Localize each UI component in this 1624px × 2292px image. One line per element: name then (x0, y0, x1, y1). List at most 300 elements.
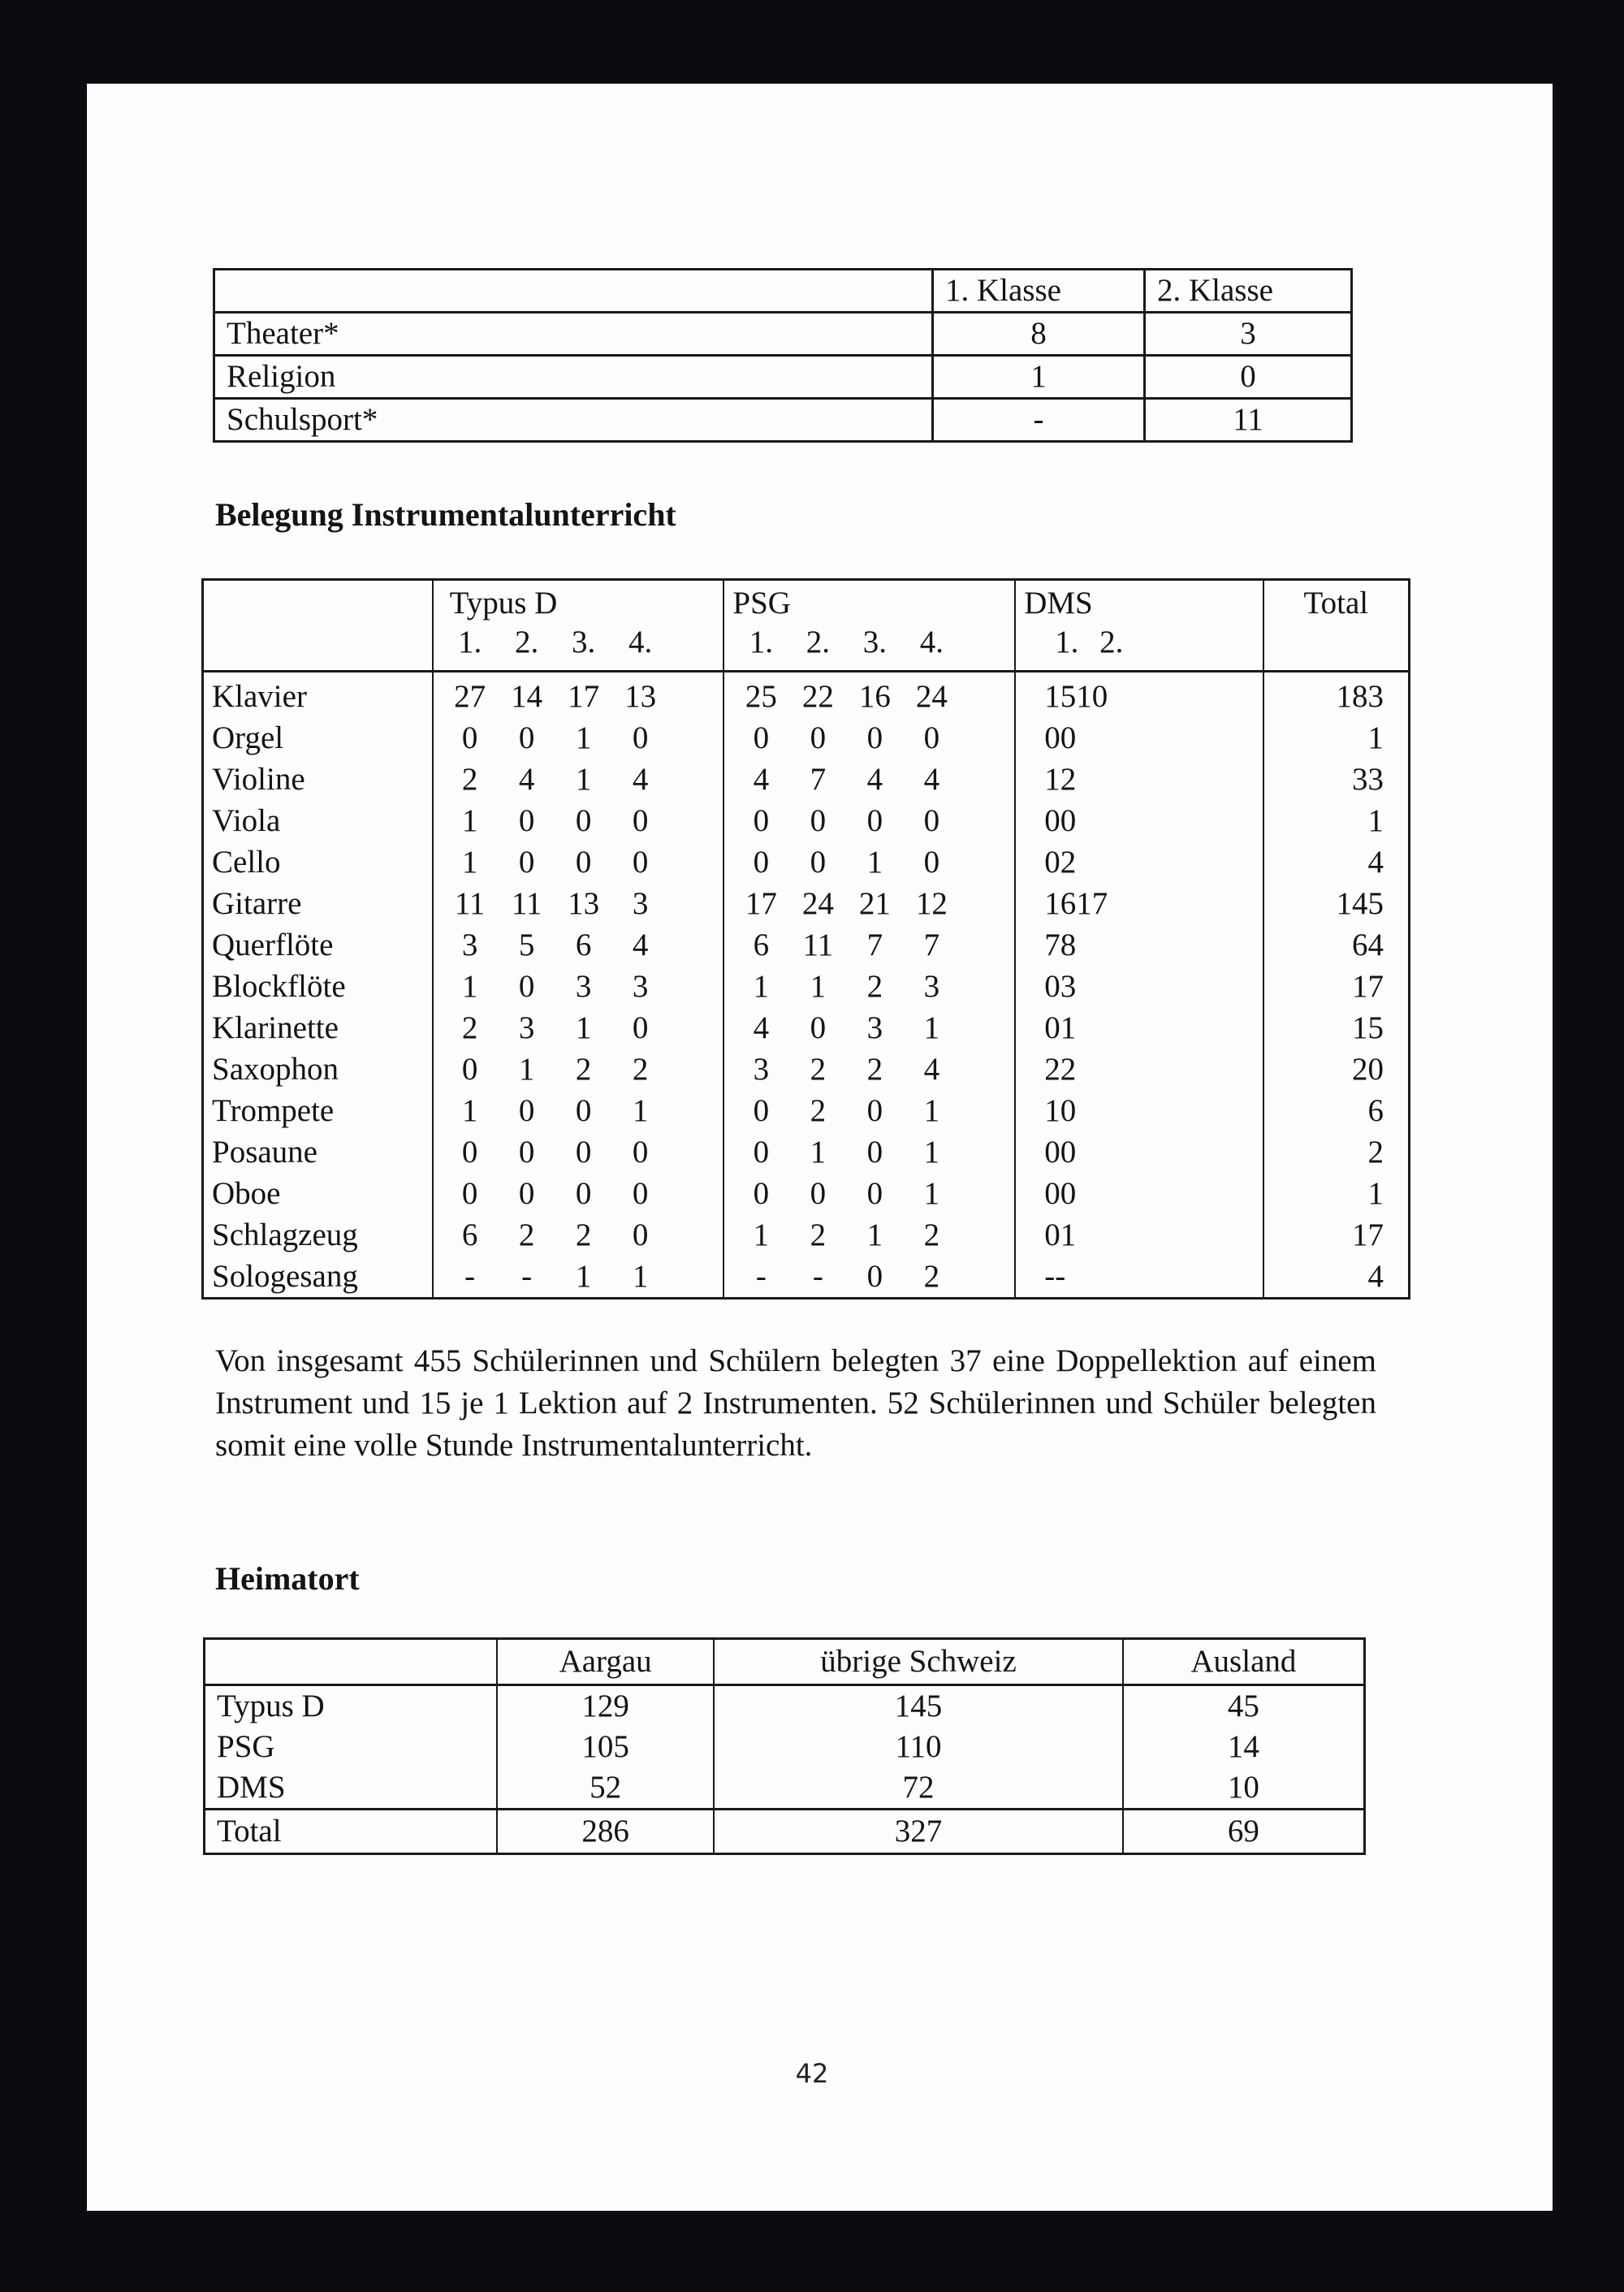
cell-value: 327 (714, 1810, 1123, 1854)
cell-value: 1 (461, 969, 478, 1004)
header-cell-empty (214, 270, 933, 313)
table-row (203, 966, 1410, 1007)
cell-value: 0 (575, 1176, 592, 1211)
table-row (203, 883, 1410, 924)
cell-value: 69 (1123, 1810, 1365, 1854)
group-cells-dms (1015, 1131, 1263, 1173)
group-cells-psg (723, 800, 1015, 841)
header-group-typus-d (433, 580, 724, 672)
instrument-label: Klarinette (203, 1007, 433, 1049)
table-row (214, 356, 1352, 399)
group-cells-typus-d (433, 759, 724, 800)
table-header-row (203, 580, 1410, 672)
cell-value: 1 (933, 356, 1145, 399)
group-cells-typus-d (433, 1173, 724, 1214)
summary-paragraph: Von insgesamt 455 Schülerinnen und Schülern belegten 37 eine Doppellektion auf einem Instrument und 15 je 1 Lektion auf 2 Instrumenten. 52 Schülerinnen und Schüler belegten somit eine volle Stunde Instrumentalunterricht. (215, 1343, 1376, 1463)
group-cells-dms (1015, 841, 1263, 883)
group-cells-typus-d (433, 1049, 724, 1090)
class-label: 2. (806, 625, 831, 659)
cell-value: 3 (575, 969, 592, 1004)
class-label: 2. (514, 625, 539, 659)
cell-value: 3 (1145, 313, 1352, 356)
group-cells-dms (1015, 1173, 1263, 1214)
cell-value: 0 (632, 1010, 649, 1045)
group-cells-typus-d (433, 1131, 724, 1173)
group-cells-dms (1015, 1007, 1263, 1049)
cell-value: 2 (518, 1217, 535, 1252)
group-cells-dms (1015, 1090, 1263, 1131)
cell-value: 7 (923, 928, 940, 962)
cell-value: 0 (1044, 845, 1060, 880)
cell-value: 0 (1044, 1217, 1060, 1252)
row-label: Religion (214, 356, 933, 399)
group-cells-dms (1015, 966, 1263, 1007)
table-row (205, 1767, 1365, 1810)
cell-value: 1 (575, 720, 592, 755)
group-cells-psg (723, 1173, 1015, 1214)
row-total: 1 (1263, 717, 1410, 759)
cell-value: 27 (454, 679, 486, 714)
cell-value: 1 (1044, 1093, 1060, 1128)
header-group-psg (723, 580, 1015, 672)
row-label: Theater* (214, 313, 933, 356)
cell-value: 3 (753, 1052, 770, 1087)
cell-value: 0 (866, 1176, 883, 1211)
group-name: PSG (732, 586, 791, 621)
row-total: 17 (1263, 1214, 1410, 1256)
page-number: 42 (795, 2058, 829, 2089)
cell-value: 4 (518, 762, 535, 797)
cell-value: 2 (1044, 1052, 1060, 1087)
cell-value: 1 (923, 1176, 940, 1211)
row-total: 183 (1263, 672, 1410, 718)
cell-value: 0 (753, 720, 770, 755)
group-cells-psg (723, 883, 1015, 924)
cell-value: 16 (858, 679, 891, 714)
class-label: 2. (1099, 625, 1124, 659)
group-cells-dms (1015, 717, 1263, 759)
group-cells-psg (723, 759, 1015, 800)
cell-value: 0 (1060, 1135, 1077, 1170)
group-cells-typus-d (433, 1256, 724, 1299)
row-label: DMS (205, 1767, 498, 1810)
instrument-label: Oboe (203, 1173, 433, 1214)
row-total: 17 (1263, 966, 1410, 1007)
cell-value: 0 (866, 1259, 883, 1294)
group-cells-dms (1015, 883, 1263, 924)
cell-value: 7 (1044, 928, 1060, 962)
cell-value: - (464, 1259, 476, 1294)
cell-value: 0 (1060, 803, 1077, 838)
table-row (203, 800, 1410, 841)
cell-value: 2 (1060, 845, 1077, 880)
cell-value: 1 (461, 1093, 478, 1128)
table-row (203, 672, 1410, 718)
cell-value: 0 (753, 845, 770, 880)
cell-value: 0 (1044, 1010, 1060, 1045)
cell-value: 2 (461, 1010, 478, 1045)
table-header-row (205, 1639, 1365, 1685)
cell-value: 4 (753, 762, 770, 797)
table-row (203, 1007, 1410, 1049)
cell-value: 1 (632, 1093, 649, 1128)
cell-value: 21 (858, 886, 891, 921)
cell-value: 3 (632, 886, 649, 921)
cell-value: 286 (497, 1810, 714, 1854)
cell-value: - (755, 1259, 767, 1294)
group-cells-typus-d (433, 883, 724, 924)
cell-value: - (1055, 1259, 1066, 1294)
cell-value: 22 (801, 679, 834, 714)
cell-value: 11 (511, 886, 542, 921)
cell-value: 0 (632, 1176, 649, 1211)
row-total: 4 (1263, 1256, 1410, 1299)
cell-value: 4 (632, 928, 649, 962)
instrument-label: Klavier (203, 672, 433, 718)
cell-value: 1 (461, 845, 478, 880)
cell-value: 0 (810, 803, 827, 838)
row-total: 6 (1263, 1090, 1410, 1131)
class-label: 4. (919, 625, 944, 659)
cell-value: 2 (923, 1259, 940, 1294)
row-total: 20 (1263, 1049, 1410, 1090)
cell-value: 24 (915, 679, 948, 714)
class-label: 1. (749, 625, 774, 659)
cell-value: - (933, 399, 1145, 442)
cell-value: 2 (810, 1093, 827, 1128)
cell-value: 0 (923, 803, 940, 838)
cell-value: 0 (810, 720, 827, 755)
cell-value: - (1044, 1259, 1056, 1294)
cell-value: 11 (802, 928, 834, 962)
cell-value: 45 (1123, 1685, 1365, 1728)
class-label: 3. (571, 625, 596, 659)
cell-value: 1 (810, 969, 827, 1004)
instrument-label: Posaune (203, 1131, 433, 1173)
header-group-dms (1015, 580, 1263, 672)
group-name: DMS (1024, 586, 1093, 621)
cell-value: 0 (575, 1135, 592, 1170)
cell-value: 1 (1060, 1217, 1077, 1252)
cell-value: 0 (518, 720, 535, 755)
cell-value: 0 (1060, 1176, 1077, 1211)
instrument-label: Saxophon (203, 1049, 433, 1090)
table-row (203, 1173, 1410, 1214)
cell-value: 2 (810, 1217, 827, 1252)
cell-value: 12 (915, 886, 948, 921)
group-cells-typus-d (433, 800, 724, 841)
row-total: 4 (1263, 841, 1410, 883)
cell-value: 0 (1145, 356, 1352, 399)
cell-value: 0 (753, 803, 770, 838)
table-row (203, 1256, 1410, 1299)
group-cells-dms (1015, 672, 1263, 718)
header-total: Total (1263, 580, 1410, 672)
cell-value: 0 (461, 720, 478, 755)
group-cells-dms (1015, 1049, 1263, 1090)
header-cell: 1. Klasse (933, 270, 1145, 313)
cell-value: 2 (632, 1052, 649, 1087)
cell-value: 1 (923, 1135, 940, 1170)
cell-value: 2 (1060, 762, 1077, 797)
cell-value: 0 (810, 1010, 827, 1045)
cell-value: 6 (753, 928, 770, 962)
instrument-label: Viola (203, 800, 433, 841)
group-cells-psg (723, 717, 1015, 759)
heimatort-table (203, 1637, 1366, 1855)
cell-value: 0 (575, 1093, 592, 1128)
cell-value: 72 (714, 1767, 1123, 1810)
cell-value: 0 (753, 1176, 770, 1211)
cell-value: 0 (866, 803, 883, 838)
cell-value: 145 (714, 1685, 1123, 1728)
instrument-label: Trompete (203, 1090, 433, 1131)
header-cell-empty (205, 1639, 498, 1685)
table-row (205, 1727, 1365, 1767)
cell-value: 13 (624, 679, 657, 714)
cell-value: 1 (923, 1010, 940, 1045)
cell-value: 24 (801, 886, 834, 921)
section-heading-instrument: Belegung Instrumentalunterricht (215, 496, 676, 533)
cell-value: 1 (575, 762, 592, 797)
cell-value: 11 (454, 886, 486, 921)
header-cell-empty (203, 580, 433, 672)
row-label: Schulsport* (214, 399, 933, 442)
cell-value: 1 (923, 1093, 940, 1128)
cell-value: 0 (632, 803, 649, 838)
group-cells-typus-d (433, 672, 724, 718)
cell-value: 1 (866, 1217, 883, 1252)
table-row (205, 1685, 1365, 1728)
cell-value: 52 (497, 1767, 714, 1810)
cell-value: 6 (575, 928, 592, 962)
cell-value: 129 (497, 1685, 714, 1728)
group-cells-typus-d (433, 841, 724, 883)
row-total: 64 (1263, 924, 1410, 966)
cell-value: 13 (568, 886, 600, 921)
instrument-label: Querflöte (203, 924, 433, 966)
group-cells-psg (723, 924, 1015, 966)
cell-value: 2 (575, 1217, 592, 1252)
cell-value: 11 (1145, 399, 1352, 442)
cell-value: 4 (866, 762, 883, 797)
cell-value: 0 (1060, 1093, 1077, 1128)
cell-value: 0 (461, 1135, 478, 1170)
cell-value: 7 (866, 928, 883, 962)
cell-value: - (521, 1259, 533, 1294)
table-row (203, 841, 1410, 883)
instrument-label: Blockflöte (203, 966, 433, 1007)
cell-value: 2 (923, 1217, 940, 1252)
group-cells-dms (1015, 759, 1263, 800)
cell-value: 10 (1123, 1767, 1365, 1810)
group-cells-typus-d (433, 1090, 724, 1131)
cell-value: 17 (568, 679, 600, 714)
group-cells-dms (1015, 800, 1263, 841)
table-row (203, 1131, 1410, 1173)
group-cells-typus-d (433, 966, 724, 1007)
group-cells-psg (723, 841, 1015, 883)
cell-value: 0 (923, 720, 940, 755)
table-row (203, 759, 1410, 800)
group-cells-typus-d (433, 1214, 724, 1256)
cell-value: 0 (632, 1135, 649, 1170)
cell-value: 0 (518, 969, 535, 1004)
cell-value: 1 (866, 845, 883, 880)
group-cells-psg (723, 1090, 1015, 1131)
group-cells-psg (723, 672, 1015, 718)
cell-value: 1 (753, 1217, 770, 1252)
cell-value: 0 (1044, 1176, 1060, 1211)
cell-value: 0 (575, 803, 592, 838)
table-row (203, 1090, 1410, 1131)
cell-value: 2 (866, 969, 883, 1004)
cell-value: 2 (461, 762, 478, 797)
cell-value: 0 (923, 845, 940, 880)
cell-value: 15 (1044, 679, 1077, 714)
cell-value: 0 (1044, 720, 1060, 755)
cell-value: 4 (753, 1010, 770, 1045)
total-row (205, 1810, 1365, 1854)
class-label: 3. (862, 625, 888, 659)
section-heading-heimatort: Heimatort (215, 1560, 360, 1597)
cell-value: 1 (518, 1052, 535, 1087)
cell-value: 10 (1076, 679, 1108, 714)
cell-value: 3 (923, 969, 940, 1004)
cell-value: 0 (518, 1135, 535, 1170)
cell-value: 105 (497, 1727, 714, 1767)
cell-value: 8 (933, 313, 1145, 356)
cell-value: 0 (810, 1176, 827, 1211)
group-cells-psg (723, 966, 1015, 1007)
cell-value: 1 (632, 1259, 649, 1294)
row-total: 1 (1263, 1173, 1410, 1214)
table-row (214, 399, 1352, 442)
cell-value: 2 (866, 1052, 883, 1087)
header-cell: Aargau (497, 1639, 714, 1685)
cell-value: 0 (753, 1135, 770, 1170)
cell-value: 0 (753, 1093, 770, 1128)
cell-value: 0 (632, 1217, 649, 1252)
table-row (203, 1049, 1410, 1090)
cell-value: 14 (511, 679, 543, 714)
cell-value: 1 (810, 1135, 827, 1170)
group-cells-typus-d (433, 924, 724, 966)
header-cell: übrige Schweiz (714, 1639, 1123, 1685)
row-total: 33 (1263, 759, 1410, 800)
group-cells-psg (723, 1007, 1015, 1049)
cell-value: 3 (632, 969, 649, 1004)
cell-value: 0 (518, 803, 535, 838)
cell-value: 0 (632, 720, 649, 755)
cell-value: 0 (632, 845, 649, 880)
cell-value: 3 (866, 1010, 883, 1045)
cell-value: 16 (1044, 886, 1077, 921)
instrument-label: Orgel (203, 717, 433, 759)
instrument-label: Cello (203, 841, 433, 883)
group-name: Typus D (449, 586, 558, 621)
cell-value: 7 (810, 762, 827, 797)
electives-table (213, 268, 1353, 443)
row-label: Total (205, 1810, 498, 1854)
cell-value: 14 (1123, 1727, 1365, 1767)
cell-value: 17 (1076, 886, 1108, 921)
row-total: 2 (1263, 1131, 1410, 1173)
table-header-row (214, 270, 1352, 313)
cell-value: 6 (461, 1217, 478, 1252)
cell-value: 4 (923, 762, 940, 797)
cell-value: 0 (1044, 803, 1060, 838)
cell-value: 0 (1044, 969, 1060, 1004)
cell-value: 3 (461, 928, 478, 962)
cell-value: 3 (518, 1010, 535, 1045)
table-row (203, 717, 1410, 759)
cell-value: 0 (461, 1176, 478, 1211)
cell-value: 0 (461, 1052, 478, 1087)
cell-value: 17 (745, 886, 777, 921)
row-total: 145 (1263, 883, 1410, 924)
cell-value: 110 (714, 1727, 1123, 1767)
cell-value: 1 (461, 803, 478, 838)
cell-value: - (812, 1259, 823, 1294)
group-cells-typus-d (433, 717, 724, 759)
table-row (214, 313, 1352, 356)
group-cells-psg (723, 1256, 1015, 1299)
cell-value: 0 (1060, 720, 1077, 755)
cell-value: 0 (518, 1093, 535, 1128)
cell-value: 0 (1044, 1135, 1060, 1170)
group-cells-dms (1015, 1214, 1263, 1256)
row-label: Typus D (205, 1685, 498, 1728)
cell-value: 3 (1060, 969, 1077, 1004)
instrument-label: Violine (203, 759, 433, 800)
group-cells-psg (723, 1049, 1015, 1090)
cell-value: 1 (1060, 1010, 1077, 1045)
group-cells-psg (723, 1214, 1015, 1256)
cell-value: 2 (1060, 1052, 1077, 1087)
class-label: 4. (628, 625, 653, 659)
cell-value: 1 (575, 1010, 592, 1045)
cell-value: 0 (575, 845, 592, 880)
cell-value: 1 (753, 969, 770, 1004)
cell-value: 4 (923, 1052, 940, 1087)
instrument-label: Sologesang (203, 1256, 433, 1299)
group-cells-dms (1015, 924, 1263, 966)
table-row (203, 1214, 1410, 1256)
class-label: 1. (1055, 625, 1079, 659)
row-total: 1 (1263, 800, 1410, 841)
cell-value: 0 (518, 1176, 535, 1211)
cell-value: 0 (866, 1093, 883, 1128)
group-cells-dms (1015, 1256, 1263, 1299)
table-row (203, 924, 1410, 966)
group-cells-typus-d (433, 1007, 724, 1049)
class-label: 1. (457, 625, 482, 659)
instrument-label: Schlagzeug (203, 1214, 433, 1256)
header-cell: 2. Klasse (1145, 270, 1352, 313)
cell-value: 0 (866, 720, 883, 755)
cell-value: 4 (632, 762, 649, 797)
cell-value: 1 (575, 1259, 592, 1294)
cell-value: 0 (810, 845, 827, 880)
row-total: 15 (1263, 1007, 1410, 1049)
cell-value: 5 (518, 928, 535, 962)
cell-value: 2 (810, 1052, 827, 1087)
cell-value: 8 (1060, 928, 1077, 962)
cell-value: 2 (575, 1052, 592, 1087)
cell-value: 0 (518, 845, 535, 880)
cell-value: 0 (866, 1135, 883, 1170)
